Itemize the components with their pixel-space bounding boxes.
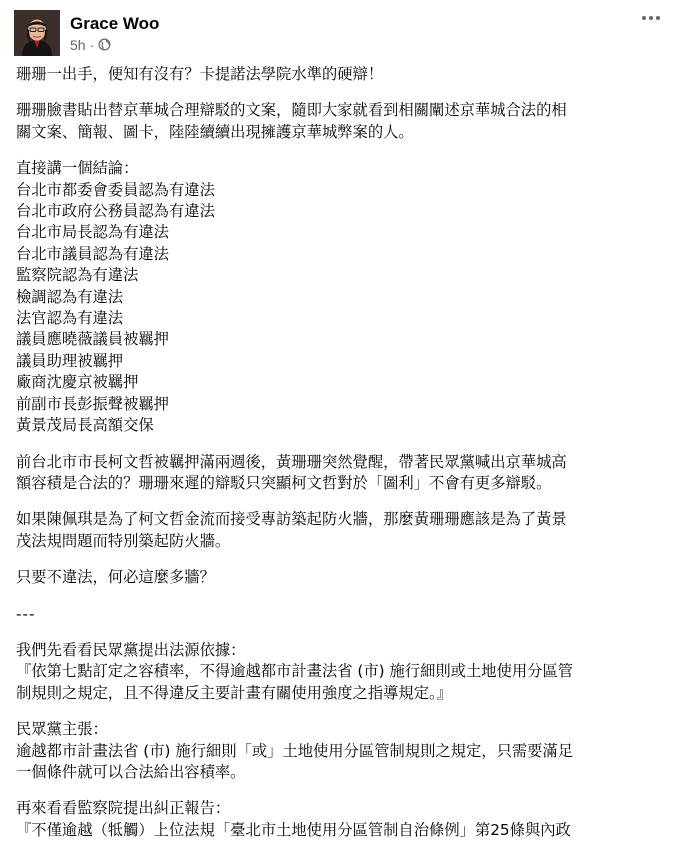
post-text-line: 檢調認為有違法 xyxy=(16,287,124,306)
more-dot xyxy=(656,16,660,20)
post-paragraph xyxy=(16,640,666,704)
post-timestamp[interactable]: 5h xyxy=(70,36,86,53)
post-meta xyxy=(70,14,159,53)
post-text-line: 只要不違法，何必這麼多牆？ xyxy=(16,568,215,587)
post-text-line: 議員應曉薇議員被羈押 xyxy=(16,330,169,349)
post-text-line: 台北市局長認為有違法 xyxy=(16,223,169,242)
globe-icon[interactable] xyxy=(98,38,111,51)
post-text-line: 如果陳佩琪是為了柯文哲金流而接受專訪築起防火牆，那麼黃珊珊應該是為了黃景 xyxy=(16,510,567,529)
post-text-line: 『依第七點訂定之容積率，不得逾越都市計畫法省 (市) 施行細則或土地使用分區管 xyxy=(16,662,574,681)
post-text-line: 台北市都委會委員認為有違法 xyxy=(16,180,215,199)
post-text-line: 逾越都市計畫法省 (市) 施行細則「或」土地使用分區管制規則之規定，只需要滿足 xyxy=(16,741,574,760)
post-text-line: 再來看看監察院提出糾正報告： xyxy=(16,799,231,818)
meta-separator: · xyxy=(89,36,95,53)
post-paragraph xyxy=(16,604,666,625)
post-text-line: 關文案、簡報、圖卡，陸陸續續出現擁護京華城弊案的人。 xyxy=(16,122,414,141)
post-text-line: 『不僅逾越（牴觸）上位法規「臺北市土地使用分區管制自治條例」第25條與內政 xyxy=(16,820,571,839)
avatar-image xyxy=(14,10,60,56)
post-header xyxy=(14,10,661,56)
author-name[interactable]: Grace Woo xyxy=(70,13,160,33)
more-options-icon[interactable] xyxy=(637,8,665,28)
post-paragraph xyxy=(16,719,666,783)
post-text-line: 民眾黨主張： xyxy=(16,720,108,739)
post-text-line: 珊珊一出手，便知有沒有？卡提諾法學院水準的硬辯！ xyxy=(16,65,384,83)
post-text-line: 廠商沈慶京被羈押 xyxy=(16,373,139,392)
post-text-line: 黃景茂局長高額交保 xyxy=(16,416,154,435)
more-dot xyxy=(649,16,653,20)
post-body xyxy=(16,64,666,856)
post-text-line: 額容積是合法的？珊珊來遲的辯駁只突顯柯文哲對於「圖利」不會有更多辯駁。 xyxy=(16,473,552,492)
post-text-line: 前台北市市長柯文哲被羈押滿兩週後，黃珊珊突然覺醒，帶著民眾黨喊出京華城高 xyxy=(16,452,567,471)
post-text-line: 法官認為有違法 xyxy=(16,309,124,328)
post-text-line: 一個條件就可以合法給出容積率。 xyxy=(16,762,246,781)
post-text-line: 前副市長彭振聲被羈押 xyxy=(16,394,169,413)
post-text-line: 茂法規問題而特別築起防火牆。 xyxy=(16,531,231,550)
post-text-line: 珊珊臉書貼出替京華城合理辯駁的文案，隨即大家就看到相關闡述京華城合法的相 xyxy=(16,101,567,120)
post-paragraph xyxy=(16,64,666,85)
post-text-line: 我們先看看民眾黨提出法源依據： xyxy=(16,640,246,659)
post-paragraph xyxy=(16,567,666,588)
author-avatar[interactable] xyxy=(14,10,60,56)
post-text-line: 台北市議員認為有違法 xyxy=(16,244,169,263)
post-subline xyxy=(70,37,159,53)
post-paragraph xyxy=(16,158,666,436)
post-text-line: 台北市政府公務員認為有違法 xyxy=(16,202,215,221)
post-text-line: 議員助理被羈押 xyxy=(16,351,124,370)
post-text-line: 監察院認為有違法 xyxy=(16,266,139,285)
post-text-line: 直接講一個結論： xyxy=(16,159,139,178)
post-paragraph xyxy=(16,100,666,143)
post-paragraph xyxy=(16,798,666,841)
post-text-line: 制規則之規定，且不得違反主要計畫有關使用強度之指導規定。』 xyxy=(16,683,452,702)
more-dot xyxy=(642,16,646,20)
post-paragraph xyxy=(16,452,666,495)
post-paragraph xyxy=(16,509,666,552)
section-divider-text: --- xyxy=(16,604,36,623)
